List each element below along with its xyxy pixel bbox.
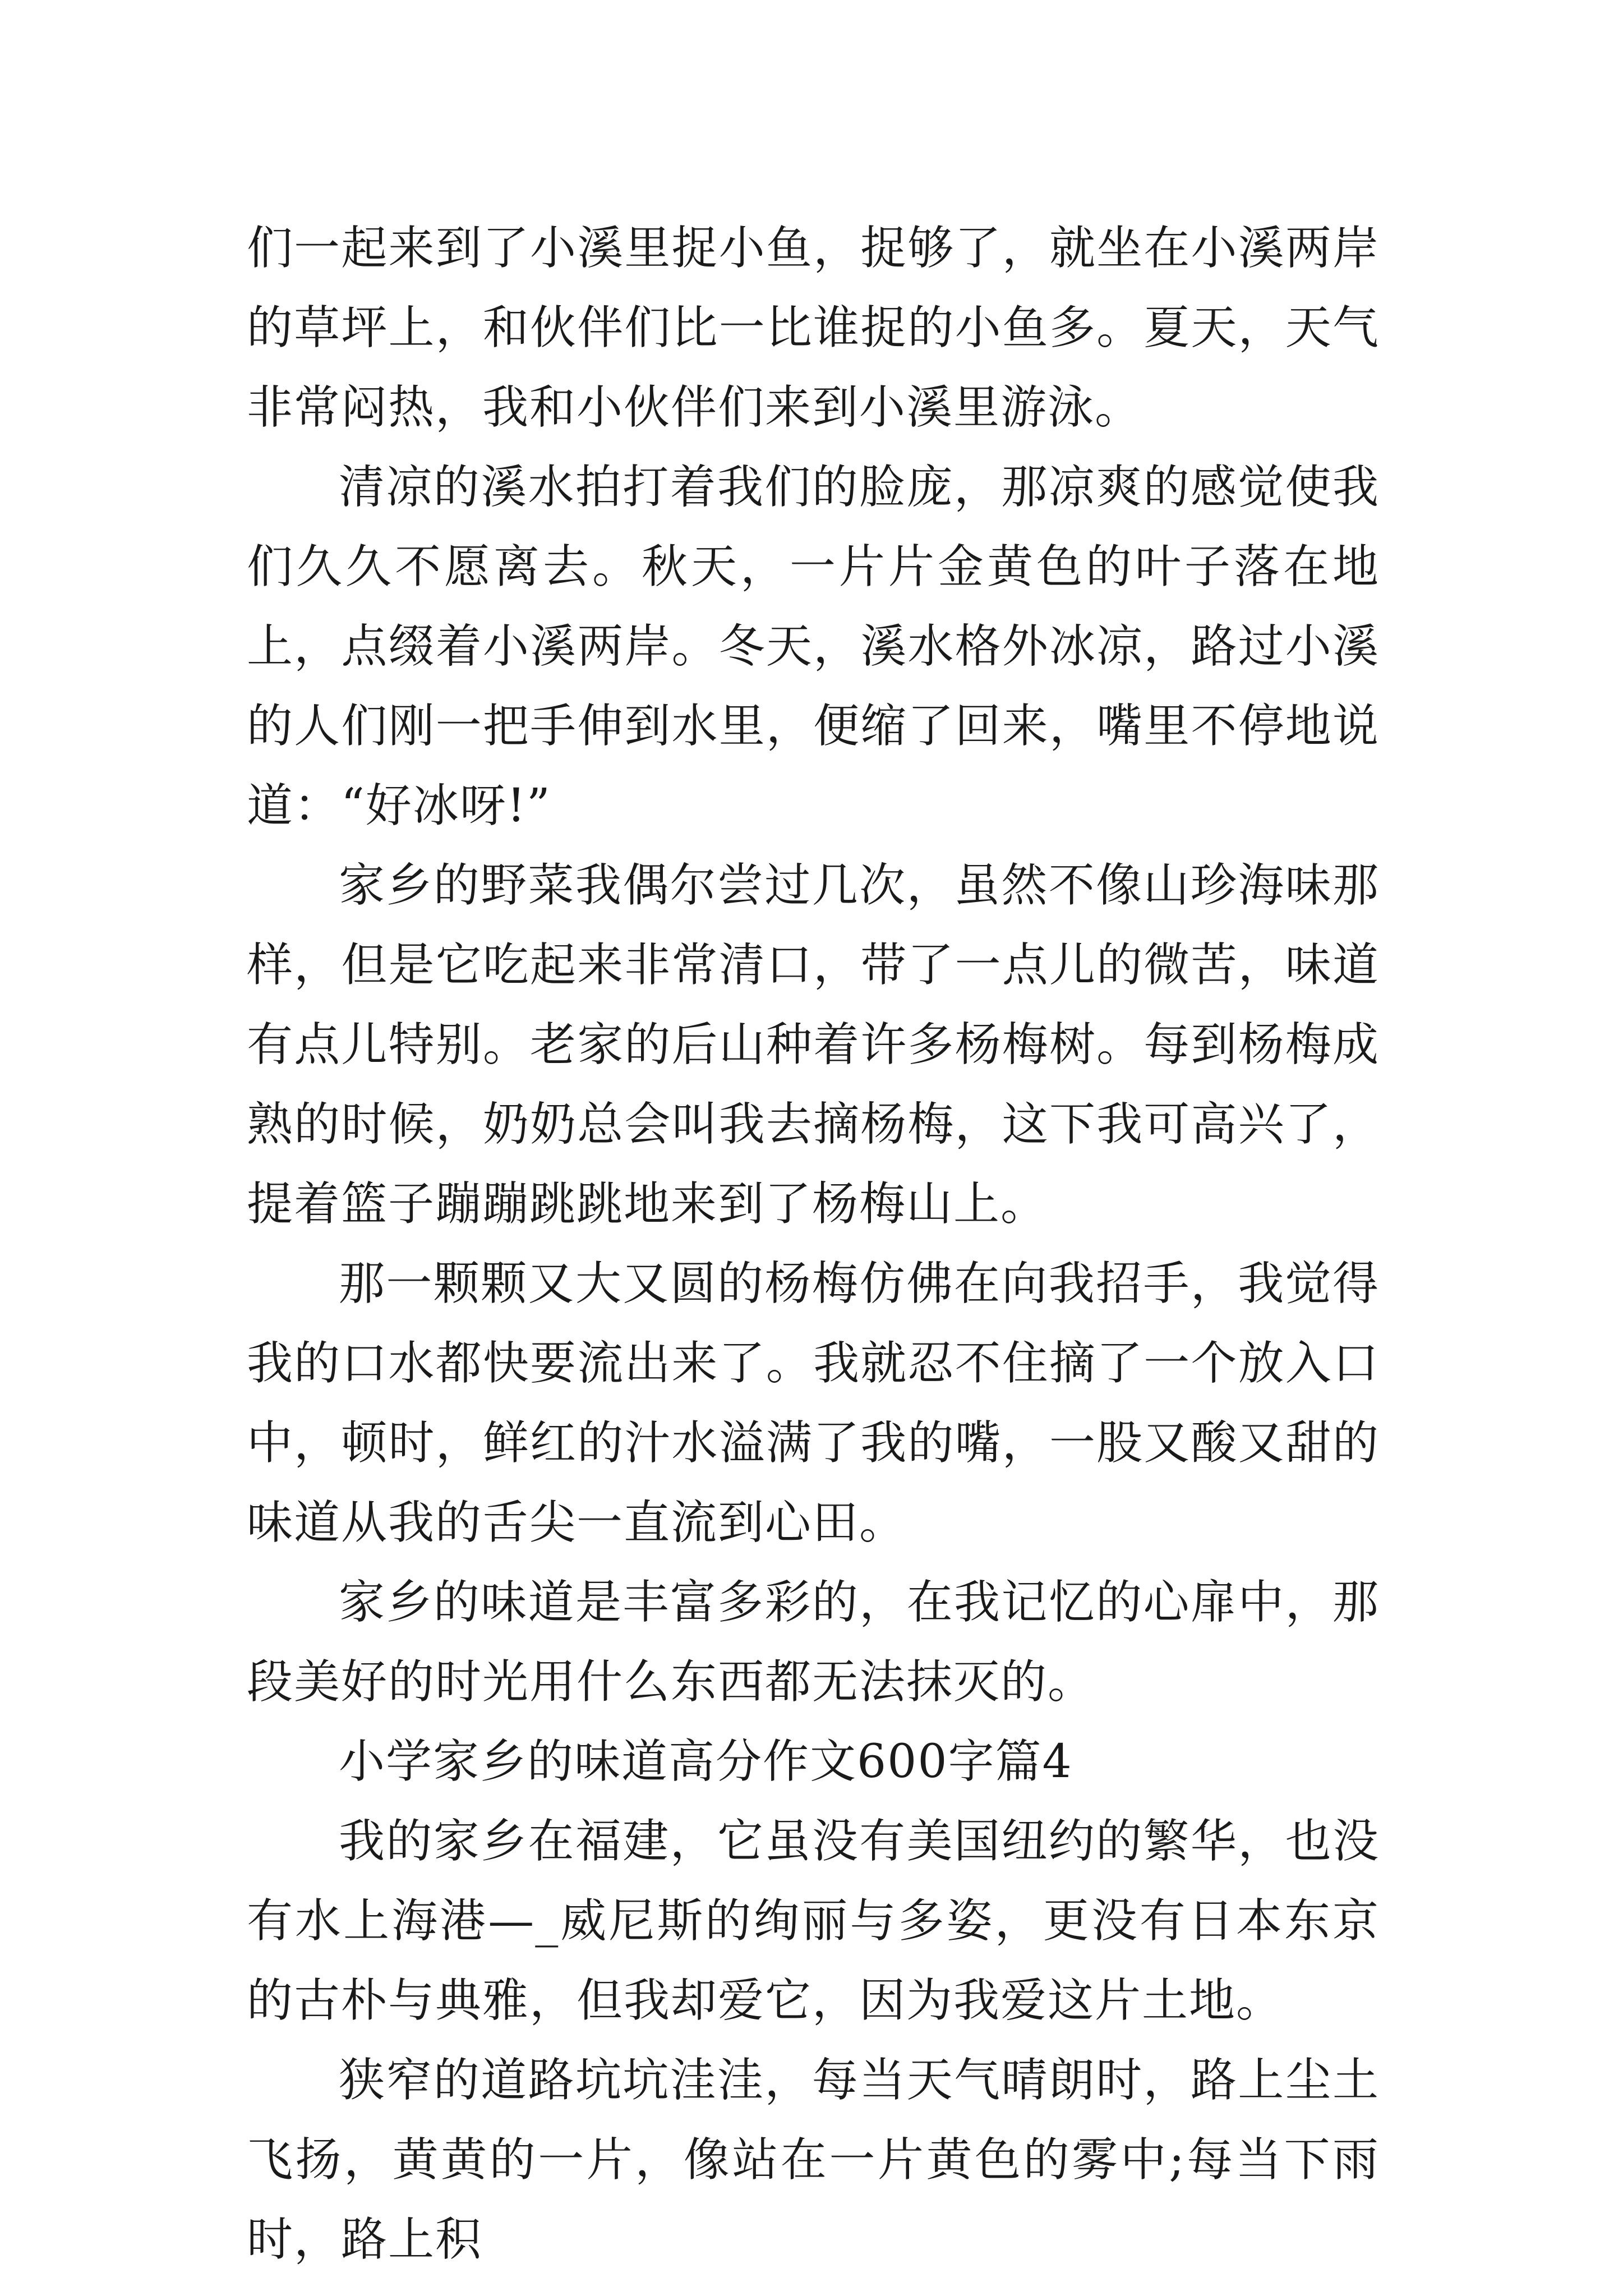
paragraph-1: 们一起来到了小溪里捉小鱼，捉够了，就坐在小溪两岸的草坪上，和伙伴们比一比谁捉的小鱼多。夏天，天气非常闷热，我和小伙伴们来到小溪里游泳。 [247,222,1380,434]
paragraph-2: 清凉的溪水拍打着我们的脸庞，那凉爽的感觉使我们久久不愿离去。秋天，一片片金黄色的叶子落在地上，点缀着小溪两岸。冬天，溪水格外冰凉，路过小溪的人们刚一把手伸到水里，便缩了回来，嘴里不停地说道：“好冰呀!” [247,461,1380,832]
paragraph-7: 狭窄的道路坑坑洼洼，每当天气晴朗时，路上尘土飞扬，黄黄的一片，像站在一片黄色的雾中;每当下雨时，路上积 [247,2054,1380,2266]
paragraph-3: 家乡的野菜我偶尔尝过几次，虽然不像山珍海味那样，但是它吃起来非常清口，带了一点儿的微苦，味道有点儿特别。老家的后山种着许多杨梅树。每到杨梅成熟的时候，奶奶总会叫我去摘杨梅，这下我可高兴了，提着篮子蹦蹦跳跳地来到了杨梅山上。 [247,859,1380,1231]
section-heading: 小学家乡的味道高分作文600字篇4 [339,1735,1073,1788]
paragraph-4: 那一颗颗又大又圆的杨梅仿佛在向我招手，我觉得我的口水都快要流出来了。我就忍不住摘了一个放入口中，顿时，鲜红的汁水溢满了我的嘴，一股又酸又甜的味道从我的舌尖一直流到心田。 [247,1257,1380,1549]
document-body [247,209,1380,2280]
paragraph-5: 家乡的味道是丰富多彩的，在我记忆的心扉中，那段美好的时光用什么东西都无法抹灭的。 [247,1576,1380,1709]
paragraph-6: 我的家乡在福建，它虽没有美国纽约的繁华，也没有水上海港—_威尼斯的绚丽与多姿，更没有日本东京的古朴与典雅，但我却爱它，因为我爱这片土地。 [247,1815,1380,2027]
